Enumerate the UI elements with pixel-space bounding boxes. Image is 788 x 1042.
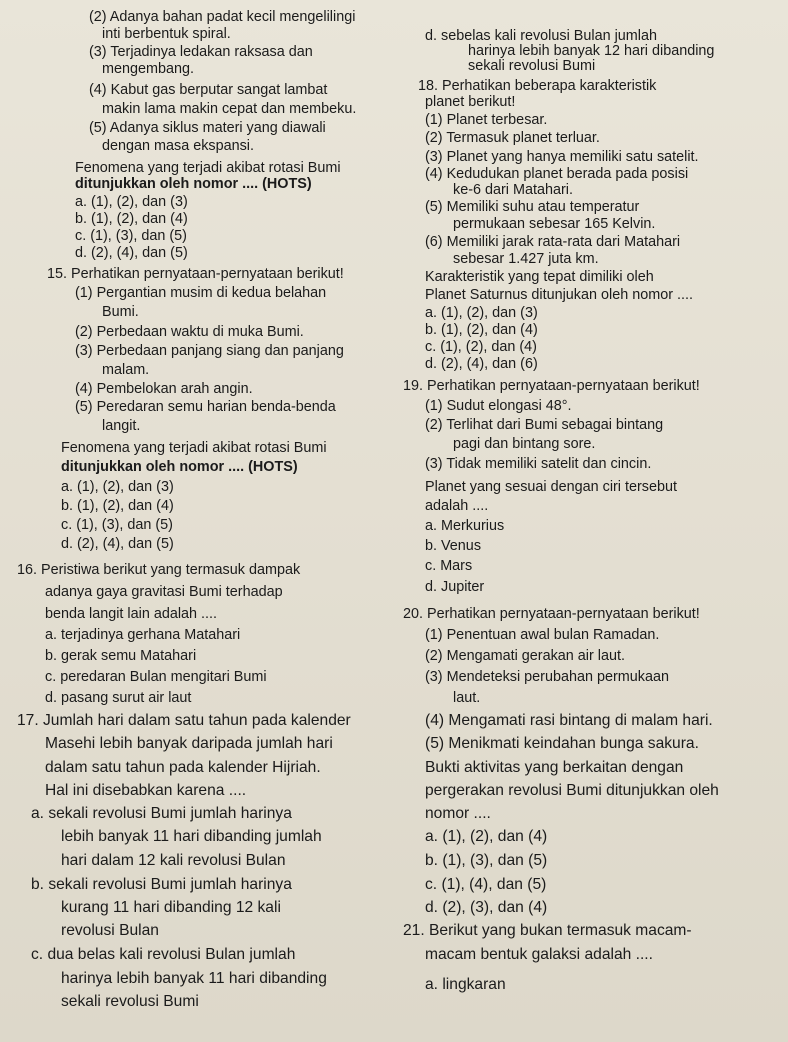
- answer-option: b. (1), (2), dan (4): [61, 498, 174, 514]
- text-line: sebesar 1.427 juta km.: [453, 251, 599, 267]
- answer-option: a. lingkaran: [425, 976, 506, 993]
- text-line: Fenomena yang terjadi akibat rotasi Bumi: [75, 160, 341, 176]
- answer-option: a. (1), (2), dan (4): [425, 828, 548, 845]
- text-line: dalam satu tahun pada kalender Hijriah.: [45, 759, 321, 776]
- text-line: inti berbentuk spiral.: [102, 26, 231, 42]
- answer-option: a. terjadinya gerhana Matahari: [45, 627, 241, 643]
- answer-option: d. (2), (4), dan (5): [61, 536, 174, 552]
- text-line: (4) Pembelokan arah angin.: [75, 381, 253, 397]
- answer-option: d. Jupiter: [425, 579, 485, 595]
- text-line: Fenomena yang terjadi akibat rotasi Bumi: [61, 440, 327, 456]
- question-prompt: Planet Saturnus ditunjukan oleh nomor ....: [425, 287, 693, 303]
- answer-option: c. dua belas kali revolusi Bulan jumlah: [31, 946, 296, 963]
- text-line: (3) Terjadinya ledakan raksasa dan: [89, 44, 313, 60]
- text-line: kurang 11 hari dibanding 12 kali: [61, 899, 281, 916]
- question-prompt: ditunjukkan oleh nomor .... (HOTS): [61, 459, 298, 475]
- text-line: (5) Adanya siklus materi yang diawali: [89, 120, 326, 136]
- answer-option: d. (2), (4), dan (5): [75, 245, 188, 261]
- text-line: benda langit lain adalah ....: [45, 606, 218, 622]
- answer-option: c. (1), (3), dan (5): [75, 228, 187, 244]
- question-prompt: nomor ....: [425, 805, 491, 822]
- answer-option: a. (1), (2), dan (3): [75, 194, 188, 210]
- text-line: Bumi.: [102, 304, 139, 320]
- text-line: lebih banyak 11 hari dibanding jumlah: [61, 828, 322, 845]
- text-line: laut.: [453, 690, 481, 706]
- text-line: (4) Kedudukan planet berada pada posisi: [425, 166, 689, 182]
- text-line: (3) Perbedaan panjang siang dan panjang: [75, 343, 344, 359]
- text-line: (5) Peredaran semu harian benda-benda: [75, 399, 336, 415]
- text-line: adanya gaya gravitasi Bumi terhadap: [45, 584, 283, 600]
- answer-option: b. gerak semu Matahari: [45, 648, 197, 664]
- answer-option: c. (1), (2), dan (4): [425, 339, 537, 355]
- answer-option: a. (1), (2), dan (3): [61, 479, 174, 495]
- text-line: macam bentuk galaksi adalah ....: [425, 946, 653, 963]
- text-line: Karakteristik yang tepat dimiliki oleh: [425, 269, 654, 285]
- text-line: (1) Sudut elongasi 48°.: [425, 398, 572, 414]
- question-21-title: 21. Berikut yang bukan termasuk macam-: [403, 922, 692, 939]
- text-line: (2) Adanya bahan padat kecil mengelilingi: [89, 9, 356, 25]
- question-17-title: 17. Jumlah hari dalam satu tahun pada kalender: [17, 712, 351, 729]
- text-line: harinya lebih banyak 12 hari dibanding: [468, 43, 715, 59]
- text-line: (2) Termasuk planet terluar.: [425, 130, 600, 146]
- answer-option: c. Mars: [425, 558, 473, 574]
- text-line: hari dalam 12 kali revolusi Bulan: [61, 852, 286, 869]
- answer-option: d. (2), (4), dan (6): [425, 356, 538, 372]
- text-line: (2) Mengamati gerakan air laut.: [425, 648, 625, 664]
- text-line: (6) Memiliki jarak rata-rata dari Matahari: [425, 234, 681, 250]
- text-line: (1) Pergantian musim di kedua belahan: [75, 285, 327, 301]
- text-line: (5) Memiliki suhu atau temperatur: [425, 199, 640, 215]
- text-line: pergerakan revolusi Bumi ditunjukkan oleh: [425, 782, 719, 799]
- text-line: dengan masa ekspansi.: [102, 138, 255, 154]
- answer-option: b. Venus: [425, 538, 482, 554]
- question-16-title: 16. Peristiwa berikut yang termasuk dampak: [17, 562, 301, 578]
- question-20-title: 20. Perhatikan pernyataan-pernyataan berikut!: [403, 606, 700, 622]
- text-line: Bukti aktivitas yang berkaitan dengan: [425, 759, 684, 776]
- question-18-title: 18. Perhatikan beberapa karakteristik: [418, 78, 657, 94]
- text-line: (5) Menikmati keindahan bunga sakura.: [425, 735, 699, 752]
- answer-option: d. pasang surut air laut: [45, 690, 192, 706]
- answer-option: a. Merkurius: [425, 518, 505, 534]
- text-line: (3) Planet yang hanya memiliki satu satelit.: [425, 149, 699, 165]
- text-line: (3) Tidak memiliki satelit dan cincin.: [425, 456, 652, 472]
- answer-option: b. sekali revolusi Bumi jumlah harinya: [31, 876, 292, 893]
- text-line: harinya lebih banyak 11 hari dibanding: [61, 970, 327, 987]
- answer-option: a. sekali revolusi Bumi jumlah harinya: [31, 805, 292, 822]
- answer-option: b. (1), (2), dan (4): [425, 322, 538, 338]
- answer-option: c. (1), (3), dan (5): [61, 517, 173, 533]
- text-line: malam.: [102, 362, 150, 378]
- answer-option: c. peredaran Bulan mengitari Bumi: [45, 669, 267, 685]
- text-line: langit.: [102, 418, 141, 434]
- text-line: (1) Penentuan awal bulan Ramadan.: [425, 627, 660, 643]
- question-prompt: Planet yang sesuai dengan ciri tersebut: [425, 479, 677, 495]
- question-prompt: adalah ....: [425, 498, 489, 514]
- text-line: (2) Perbedaan waktu di muka Bumi.: [75, 324, 304, 340]
- text-line: sekali revolusi Bumi: [468, 58, 596, 74]
- text-line: (3) Mendeteksi perubahan permukaan: [425, 669, 669, 685]
- answer-option: d. (2), (3), dan (4): [425, 899, 548, 916]
- text-line: planet berikut!: [425, 94, 516, 110]
- question-prompt: ditunjukkan oleh nomor .... (HOTS): [75, 176, 312, 192]
- text-line: permukaan sebesar 165 Kelvin.: [453, 216, 656, 232]
- text-line: (4) Kabut gas berputar sangat lambat: [89, 82, 328, 98]
- question-15-title: 15. Perhatikan pernyataan-pernyataan berikut!: [47, 266, 344, 282]
- answer-option: b. (1), (3), dan (5): [425, 852, 548, 869]
- text-line: Hal ini disebabkan karena ....: [45, 782, 247, 799]
- text-line: mengembang.: [102, 61, 195, 77]
- answer-option: c. (1), (4), dan (5): [425, 876, 547, 893]
- text-line: pagi dan bintang sore.: [453, 436, 596, 452]
- text-line: sekali revolusi Bumi: [61, 993, 199, 1010]
- text-line: (1) Planet terbesar.: [425, 112, 548, 128]
- text-line: Masehi lebih banyak daripada jumlah hari: [45, 735, 333, 752]
- text-line: ke-6 dari Matahari.: [453, 182, 573, 198]
- question-19-title: 19. Perhatikan pernyataan-pernyataan berikut!: [403, 378, 700, 394]
- answer-option: a. (1), (2), dan (3): [425, 305, 538, 321]
- text-line: revolusi Bulan: [61, 922, 159, 939]
- answer-option: d. sebelas kali revolusi Bulan jumlah: [425, 28, 657, 44]
- text-line: (4) Mengamati rasi bintang di malam hari.: [425, 712, 713, 729]
- answer-option: b. (1), (2), dan (4): [75, 211, 188, 227]
- text-line: makin lama makin cepat dan membeku.: [102, 101, 357, 117]
- text-line: (2) Terlihat dari Bumi sebagai bintang: [425, 417, 664, 433]
